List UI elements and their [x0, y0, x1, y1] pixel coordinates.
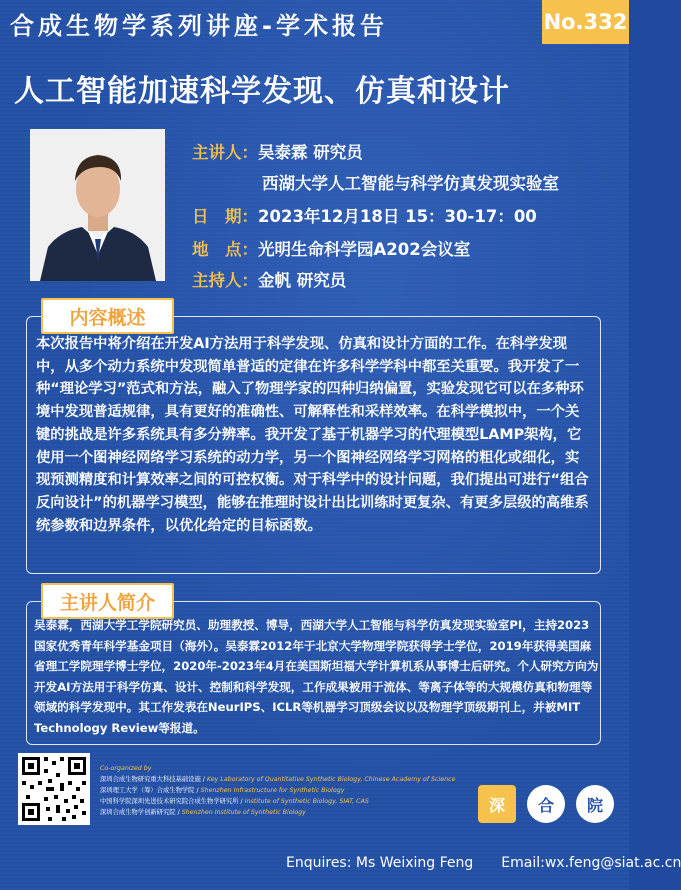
speaker-row: [192, 139, 363, 163]
email-text: Email:wx.feng@siat.ac.cn: [501, 855, 681, 871]
separator: ：: [241, 207, 258, 226]
date-value: 2023年12月18日 15：30-17：00: [258, 207, 537, 226]
qr-code: [18, 753, 90, 825]
bio-text: 吴泰霖，西湖大学工学院研究员、助理教授、博导，西湖大学人工智能与科学仿真发现实验室PI，主持2023国家优秀青年科学基金项目（海外）。吴泰霖2012年于北京大学物理学院获得学士学位，2019年获得美国麻省理工学院理学博士学位，2020年-2023年4月在美国斯坦福大学计算机系从事博士后研究。个人研究方向为开发AI方法用于科学仿真、设计、控制和科学发现，工作成果被用于流体、等离子体等的大规模仿真和物理等领域的科学发现中。其工作发表在NeurIPS、ICLR等机器学习顶级会议以及物理学顶级期刊上，并被MIT Technology Review等报道。: [34, 618, 599, 735]
coorg-item: 深圳合成生物研究重大科技基础设施 / Key Laboratory of Quantitative Synthetic Biology, Chinese Academy of Science: [100, 776, 456, 783]
place-value: 光明生命科学园A202会议室: [258, 240, 471, 259]
institute-logo: 院: [576, 785, 614, 823]
enquiries-text: Enquires: Ms Weixing Feng: [286, 855, 474, 871]
coorg-title: Co-organized by: [100, 765, 152, 772]
bio-heading: 主讲人简介: [41, 583, 174, 619]
separator: ：: [241, 271, 258, 290]
coorg-item: 深圳理工大学（筹）合成生物学院 / Shenzhen Infrastructure for Synthetic Biology: [100, 787, 345, 794]
speaker-label: 主讲人: [192, 143, 242, 162]
lecture-title: 人工智能加速科学发现、仿真和设计: [14, 74, 510, 109]
coorg-item: 深圳合成生物学创新研究院 / Shenzhen Institute of Synthetic Biology: [100, 809, 306, 816]
series-number-badge: No.332: [542, 0, 629, 44]
speaker-affiliation: 西湖大学人工智能与科学仿真发现实验室: [262, 174, 559, 193]
institute-logo: 合: [527, 785, 565, 823]
abstract-text: 本次报告中将介绍在开发AI方法用于科学发现、仿真和设计方面的工作。在科学发现中，从多个动力系统中发现简单普适的定律在许多科学学科中都至关重要。我开发了一种“理论学习”范式和方法，融入了物理学家的四种归纳偏置，实验发现它可以在多种环境中发现普适规律，具有更好的准确性、可解释性和采样效率。在科学模拟中，一个关键的挑战是许多系统具有多分辨率。我开发了基于机器学习的代理模型LAMP架构，它使用一个图神经网络学习系统的动力学，另一个图神经网络学习网格的粗化或细化，实现预测精度和计算效率之间的可控权衡。对于科学中的设计问题，我们提出可进行“组合反向设计”的机器学习模型，能够在推理时设计出比训练时更复杂、有更多层级的高维系统参数和边界条件，以优化给定的目标函数。: [36, 336, 589, 534]
place-row: [192, 236, 470, 260]
affiliation-row: [262, 170, 559, 194]
date-row: [192, 203, 537, 227]
co-organizers: [100, 763, 455, 818]
coorg-item: 中国科学院深圳先进技术研究院合成生物学研究所 / Institute of Synthetic Biology, SIAT, CAS: [100, 798, 369, 805]
abstract-heading: 内容概述: [41, 298, 174, 334]
logos: [478, 785, 614, 823]
host-label: 主持人: [192, 271, 242, 290]
host-row: [192, 267, 346, 291]
contact-info: [286, 855, 681, 871]
speaker-name: 吴泰霖 研究员: [258, 143, 363, 162]
date-label: 日 期: [192, 207, 242, 226]
separator: ：: [241, 143, 258, 162]
host-value: 金帆 研究员: [258, 271, 347, 290]
series-title: 合成生物学系列讲座-学术报告: [10, 12, 388, 40]
separator: ：: [241, 240, 258, 259]
institute-logo: 深: [478, 785, 516, 823]
speaker-photo: [30, 129, 165, 281]
place-label: 地 点: [192, 240, 242, 259]
